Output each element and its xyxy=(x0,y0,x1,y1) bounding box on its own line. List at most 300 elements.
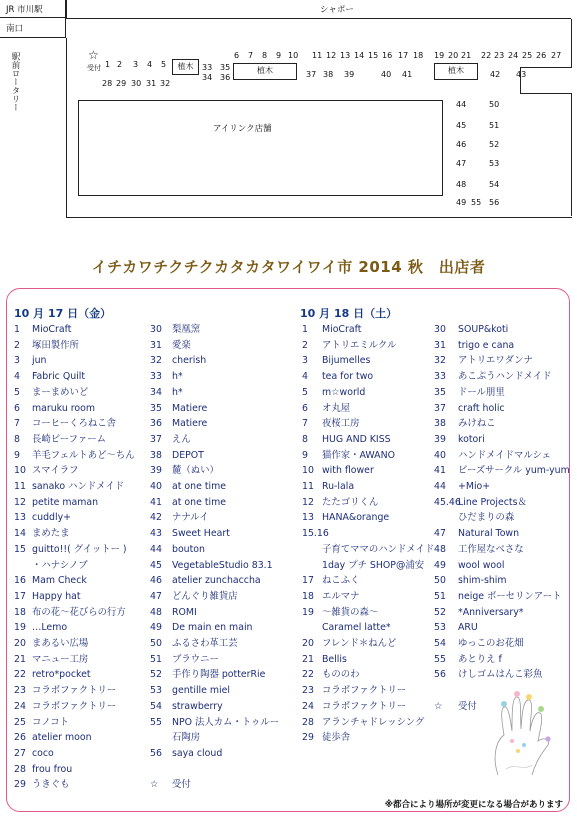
vendor-entry xyxy=(14,560,88,572)
vendor-number: 52 xyxy=(150,669,162,681)
vendor-number: 7 xyxy=(14,418,20,430)
vendor-number: 6 xyxy=(14,402,20,414)
vendor-number: 40 xyxy=(434,449,446,461)
vendor-number: 52 xyxy=(434,606,446,618)
stall-52: 52 xyxy=(489,140,500,149)
vendor-number: 4 xyxy=(14,371,20,383)
vendor-number xyxy=(302,544,322,556)
vendor-number: 11 xyxy=(14,481,26,492)
vendor-entry xyxy=(302,575,360,587)
vendor-entry xyxy=(434,669,542,681)
vendor-entry xyxy=(150,324,200,336)
vendor-name: アトリエミルクル xyxy=(322,339,397,351)
vendor-entry xyxy=(434,544,524,556)
vendor-name: フレンド＊ねんど xyxy=(322,638,397,649)
vendor-entry xyxy=(434,654,502,666)
vendor-entry xyxy=(14,355,47,367)
stall-49: 49 xyxy=(456,198,467,207)
plant-box-3: 植木 xyxy=(434,63,478,80)
vendor-entry xyxy=(302,418,360,430)
vendor-name: うきぐも xyxy=(32,779,70,791)
vendor-entry xyxy=(434,560,504,572)
stall-5: 5 xyxy=(161,60,167,69)
vendor-number: 18 xyxy=(302,590,314,602)
vendor-number: 56 xyxy=(150,747,162,759)
reception-map-label: 受付 xyxy=(87,64,101,72)
vendor-entry xyxy=(14,324,71,336)
vendor-number: 53 xyxy=(150,685,162,697)
vendor-name: with flower xyxy=(322,465,374,477)
stall-35: 35 xyxy=(220,63,231,72)
plant-box-1: 植木 xyxy=(172,59,199,75)
vendor-entry xyxy=(302,387,365,399)
vendor-number: 8 xyxy=(302,433,308,445)
vendor-name: 塚田製作所 xyxy=(32,339,79,351)
vendor-entry xyxy=(150,418,207,430)
vendor-name: sanako ハンドメイド xyxy=(32,481,125,492)
stall-55: 55 xyxy=(471,198,482,207)
vendor-name: VegetableStudio 83.1 xyxy=(172,559,273,571)
vendor-name: atelier moon xyxy=(32,732,92,744)
street-label: シャポー xyxy=(320,5,354,15)
vendor-entry xyxy=(150,450,204,462)
vendor-entry xyxy=(434,450,551,462)
vendor-entry xyxy=(434,512,514,524)
vendor-name: 梨凰窯 xyxy=(172,324,201,335)
vendor-name: 夜桜工房 xyxy=(322,418,360,430)
vendor-name: +Mio+ xyxy=(458,481,491,492)
vendor-name: gentille miel xyxy=(172,685,231,697)
stall-41: 41 xyxy=(402,70,413,79)
vendor-number: 32 xyxy=(434,355,446,367)
stall-45: 45 xyxy=(456,121,467,130)
vendor-entry xyxy=(150,497,226,509)
south-exit-label: 南口 xyxy=(6,24,24,34)
vendor-number: 31 xyxy=(434,339,446,351)
stall-13: 13 xyxy=(340,51,351,60)
station-label: JR 市川駅 xyxy=(6,5,43,15)
vendor-name: Line Projects＆ xyxy=(458,496,527,508)
vendor-number xyxy=(14,560,32,572)
vendor-entry xyxy=(434,403,505,415)
vendor-name: maruku room xyxy=(32,402,95,414)
vendor-entry xyxy=(150,465,219,477)
vendor-number: 8 xyxy=(14,433,20,445)
vendor-name: たたゴリくん xyxy=(322,496,379,508)
vendor-number: 54 xyxy=(434,638,446,649)
vendor-number: 55 xyxy=(150,716,162,728)
vendor-name: 猫作家・AWANO xyxy=(322,449,395,461)
stall-24: 24 xyxy=(508,51,519,60)
vendor-entry xyxy=(302,340,396,352)
vendor-entry xyxy=(302,669,360,681)
vendor-entry xyxy=(302,324,361,336)
vendor-name: Matiere xyxy=(172,402,208,414)
vendor-number: 51 xyxy=(150,653,162,665)
vendor-entry xyxy=(302,622,391,634)
vendor-name: saya cloud xyxy=(172,747,223,759)
vendor-number: 21 xyxy=(14,653,26,665)
vendor-number: ☆ xyxy=(150,779,159,791)
street-shapo xyxy=(66,0,571,19)
vendor-entry xyxy=(150,701,223,713)
vendor-entry xyxy=(14,685,116,697)
day1-heading: 10 月 17 日（金） xyxy=(14,307,112,320)
vendor-name: jun xyxy=(32,355,47,367)
vendor-number: 4 xyxy=(302,371,308,383)
event-title: イチカワチクチクカタカタワイワイ市 2014 秋 出店者 xyxy=(91,258,486,276)
vendor-entry xyxy=(14,717,69,729)
vendor-number: 3 xyxy=(302,355,308,367)
vendor-number: 30 xyxy=(434,324,446,335)
vendor-name: コラボファクトリー xyxy=(32,700,117,712)
vendor-name: m☆world xyxy=(322,386,366,398)
vendor-entry xyxy=(14,701,116,713)
vendor-name: atelier zunchaccha xyxy=(172,575,261,587)
vendor-number: 1 xyxy=(14,324,20,335)
stall-33: 33 xyxy=(202,63,213,72)
vendor-entry xyxy=(14,607,126,619)
vendor-entry xyxy=(14,764,72,776)
vendor-name: Fabric Quilt xyxy=(32,371,86,383)
vendor-number: 1 xyxy=(302,324,308,335)
vendor-entry xyxy=(150,403,207,415)
vendor-name: at one time xyxy=(172,496,227,508)
vendor-entry xyxy=(434,528,519,540)
vendor-entry xyxy=(14,591,81,603)
vendor-name: bouton xyxy=(172,543,205,555)
vendor-name: Mam Check xyxy=(32,575,87,587)
vendor-number: 41 xyxy=(150,496,162,508)
vendor-number: 24 xyxy=(302,700,314,712)
stall-8: 8 xyxy=(262,51,268,60)
stall-32: 32 xyxy=(160,79,171,88)
vendor-entry xyxy=(14,481,124,493)
stall-21: 21 xyxy=(461,51,472,60)
vendor-name: ゆっこのお花畑 xyxy=(458,638,524,649)
stall-37: 37 xyxy=(306,70,317,79)
vendor-number: 17 xyxy=(14,590,26,602)
stall-7: 7 xyxy=(248,51,254,60)
vendor-name: えん xyxy=(172,433,191,445)
vendor-entry xyxy=(302,512,389,524)
stall-30: 30 xyxy=(131,79,142,88)
vendor-number: 10 xyxy=(14,465,26,477)
vendor-entry xyxy=(14,748,54,760)
vendor-name: Caramel latte* xyxy=(322,622,391,634)
vendor-number: 54 xyxy=(150,700,162,712)
vendor-number: 41 xyxy=(434,465,446,477)
vendor-name: 麓（ぬい） xyxy=(172,465,219,477)
vendor-number: 35 xyxy=(150,402,162,414)
stall-42: 42 xyxy=(490,70,501,79)
vendor-name: スマイラフ xyxy=(32,465,79,477)
stall-44: 44 xyxy=(456,100,467,109)
stall-10: 10 xyxy=(288,51,299,60)
vendor-entry xyxy=(150,654,219,666)
vendor-entry xyxy=(150,528,230,540)
stall-18: 18 xyxy=(413,51,424,60)
vendor-name: Natural Town xyxy=(458,528,520,540)
vendor-number: 35 xyxy=(434,386,446,398)
vendor-entry xyxy=(14,669,91,681)
stall-20: 20 xyxy=(448,51,459,60)
vendor-number: 29 xyxy=(302,732,314,744)
vendor-entry xyxy=(150,355,206,367)
vendor-number: 3 xyxy=(14,355,20,367)
vendor-number: 39 xyxy=(150,465,162,477)
hand-illustration xyxy=(484,687,556,779)
vendor-number: 14 xyxy=(14,528,26,540)
vendor-number: 24 xyxy=(14,700,26,712)
plant-box-2: 植木 xyxy=(233,63,297,80)
stall-1: 1 xyxy=(105,60,111,69)
stall-50: 50 xyxy=(489,100,500,109)
vendor-name: neige ボーセリンアート xyxy=(458,590,562,602)
vendor-number: ☆ xyxy=(434,700,443,712)
stall-9: 9 xyxy=(276,51,282,60)
stall-27: 27 xyxy=(551,51,562,60)
vendor-name: ふるさわ革工芸 xyxy=(172,638,238,649)
vendor-name: アトリエワダンナ xyxy=(458,355,533,367)
vendor-entry xyxy=(150,717,279,729)
vendor-entry xyxy=(150,607,197,619)
vendor-entry xyxy=(150,481,226,493)
vendor-entry xyxy=(14,575,87,587)
stall-43: 43 xyxy=(516,70,527,79)
vendor-entry xyxy=(150,434,191,446)
vendor-entry xyxy=(434,418,496,430)
vendor-entry xyxy=(14,779,70,791)
vendor-entry xyxy=(150,748,222,760)
vendor-number: 26 xyxy=(14,732,26,744)
vendor-name: HANA&orange xyxy=(322,512,390,524)
vendor-number: 55 xyxy=(434,653,446,665)
vendor-number: 23 xyxy=(302,685,314,697)
stall-56: 56 xyxy=(489,198,500,207)
vendor-name: 石陶房 xyxy=(172,732,201,744)
vendor-name: あこぷうハンドメイド xyxy=(458,371,552,383)
vendor-name: kotori xyxy=(458,433,485,445)
vendor-number: 44 xyxy=(434,481,446,492)
vendor-number xyxy=(150,732,172,744)
vendor-entry xyxy=(150,340,191,352)
stall-12: 12 xyxy=(326,51,337,60)
stall-39: 39 xyxy=(344,70,355,79)
vendor-name: Matiere xyxy=(172,418,208,430)
vendor-name: Bellis xyxy=(322,653,347,665)
vendor-name: *Anniversary* xyxy=(458,606,524,618)
vendor-name: ハンドメイドマルシェ xyxy=(458,449,552,461)
vendor-entry xyxy=(434,575,507,587)
vendor-number: 49 xyxy=(434,559,446,571)
vendor-name: コラボファクトリー xyxy=(322,700,407,712)
stall-29: 29 xyxy=(116,79,127,88)
stall-40: 40 xyxy=(381,70,392,79)
vendor-number: 28 xyxy=(302,716,314,728)
vendor-entry xyxy=(150,544,205,556)
vendor-entry xyxy=(14,434,106,446)
vendor-entry xyxy=(434,701,477,713)
stall-38: 38 xyxy=(323,70,334,79)
stall-48: 48 xyxy=(456,180,467,189)
vendor-number: 56 xyxy=(434,669,446,681)
vendor-number: 43 xyxy=(150,528,162,540)
vendor-name: 受付 xyxy=(458,700,477,712)
vendor-name: オ丸屋 xyxy=(322,402,351,414)
reception-star-icon: ☆ xyxy=(88,48,99,62)
vendor-name: ～雑貨の森～ xyxy=(322,606,379,618)
vendor-entry xyxy=(14,371,85,383)
stall-34: 34 xyxy=(202,73,213,82)
stall-26: 26 xyxy=(536,51,547,60)
vendor-entry xyxy=(434,355,533,367)
vendor-name: コラボファクトリー xyxy=(322,685,407,697)
vendor-name: アランチャドレッシング xyxy=(322,716,425,728)
vendor-entry xyxy=(302,607,378,619)
vendor-number: 17 xyxy=(302,575,314,587)
vendor-entry xyxy=(150,560,273,572)
vendor-name: 長崎ビーファーム xyxy=(32,433,106,445)
vendor-name: ARU xyxy=(458,622,478,634)
stall-4: 4 xyxy=(147,60,153,69)
vendor-entry xyxy=(302,481,354,493)
vendor-entry xyxy=(14,654,88,666)
venue-map xyxy=(0,0,577,240)
stall-28: 28 xyxy=(102,79,113,88)
vendor-number: 11 xyxy=(302,481,314,492)
vendor-number: 22 xyxy=(14,669,26,681)
vendor-entry xyxy=(150,685,230,697)
vendor-name: ビーズサークル yum-yum xyxy=(458,465,570,477)
vendor-number: 15.16 xyxy=(302,528,329,540)
vendor-name: みけねこ xyxy=(458,418,496,430)
vendor-name: コーヒーくろねこ舎 xyxy=(32,418,117,430)
vendor-entry xyxy=(302,403,350,415)
vendor-name: エルマナ xyxy=(322,590,360,602)
vendor-number: 6 xyxy=(302,402,308,414)
vendor-name: コラボファクトリー xyxy=(32,685,117,697)
vendor-name: petite maman xyxy=(32,496,99,508)
vendor-number: 31 xyxy=(150,339,162,351)
vendor-number: 38 xyxy=(434,418,446,430)
vendor-number: 33 xyxy=(150,371,162,383)
vendor-number: 50 xyxy=(150,638,162,649)
vendor-entry xyxy=(14,638,88,650)
vendor-number: 32 xyxy=(150,355,162,367)
vendor-number: 13 xyxy=(302,512,314,524)
vendor-name: 徒歩舎 xyxy=(322,732,351,744)
vendor-name: shim-shim xyxy=(458,575,507,587)
vendor-name: ひだまりの森 xyxy=(458,512,515,524)
vendor-entry xyxy=(434,622,478,634)
vendor-name: retro*pocket xyxy=(32,669,91,681)
vendor-name: NPO 法人カム・トゥルー xyxy=(172,716,280,728)
vendor-entry xyxy=(150,732,200,744)
vendor-entry xyxy=(150,371,183,383)
vendor-entry xyxy=(14,340,79,352)
vendor-entry xyxy=(302,701,406,713)
vendor-number: 21 xyxy=(302,653,314,665)
vendor-entry xyxy=(302,638,396,650)
stall-11: 11 xyxy=(312,51,323,60)
vendor-number: 13 xyxy=(14,512,26,524)
vendor-entry xyxy=(434,371,551,383)
stall-47: 47 xyxy=(456,159,467,168)
vendor-entry xyxy=(14,465,79,477)
vendor-name: マニュー工房 xyxy=(32,653,89,665)
stall-54: 54 xyxy=(489,180,500,189)
vendor-number: 34 xyxy=(150,386,162,398)
store-block xyxy=(78,100,443,196)
vendor-number: 18 xyxy=(14,606,26,618)
vendor-number: 9 xyxy=(302,449,308,461)
vendor-name: ナナルイ xyxy=(172,512,209,524)
stall-15: 15 xyxy=(368,51,379,60)
vendor-name: Happy hat xyxy=(32,590,81,602)
vendor-entry xyxy=(150,387,183,399)
stall-19: 19 xyxy=(434,51,445,60)
vendor-name: coco xyxy=(32,747,54,759)
stall-36: 36 xyxy=(220,73,231,82)
vendor-name: SOUP&koti xyxy=(458,324,509,335)
vendor-name: コノコト xyxy=(32,716,70,728)
vendor-number: 9 xyxy=(14,449,20,461)
day2-heading: 10 月 18 日（土） xyxy=(300,307,398,320)
vendor-name: guitto!!( グイットー ) xyxy=(32,543,127,555)
vendor-number: 48 xyxy=(150,606,162,618)
vendor-entry xyxy=(302,528,329,540)
vendor-entry xyxy=(14,732,92,744)
vendor-entry xyxy=(302,450,395,462)
vendor-number: 15 xyxy=(14,543,26,555)
vendor-number: 37 xyxy=(434,402,446,414)
stall-14: 14 xyxy=(354,51,365,60)
vendor-name: De main en main xyxy=(172,622,253,634)
vendor-number: 36 xyxy=(150,418,162,430)
vendor-entry xyxy=(302,434,391,446)
vendor-number: 33 xyxy=(434,371,446,383)
vendor-entry xyxy=(150,512,209,524)
vendor-entry xyxy=(302,654,347,666)
vendor-entry xyxy=(150,669,265,681)
vendor-name: Bijumelles xyxy=(322,355,371,367)
vendor-number: 44 xyxy=(150,543,162,555)
vendor-number: 12 xyxy=(14,496,26,508)
vendor-entry xyxy=(302,497,378,509)
vendor-entry xyxy=(302,732,350,744)
vendor-name: cuddly+ xyxy=(32,512,72,524)
vendor-name: 布の花～花びらの行方 xyxy=(32,606,126,618)
vendor-entry xyxy=(434,591,562,603)
stall-31: 31 xyxy=(146,79,157,88)
vendor-number: 49 xyxy=(150,622,162,634)
vendor-number: 20 xyxy=(302,638,314,649)
stall-23: 23 xyxy=(494,51,505,60)
vendor-number: 46 xyxy=(150,575,162,587)
vendor-number: 7 xyxy=(302,418,308,430)
vendor-number: 29 xyxy=(14,779,26,791)
vendor-name: h* xyxy=(172,371,183,383)
vendor-entry xyxy=(150,638,238,650)
vendor-name: wool wool xyxy=(458,559,505,571)
vendor-number: 48 xyxy=(434,543,446,555)
vendor-name: strawberry xyxy=(172,700,223,712)
vendor-entry xyxy=(150,591,238,603)
vendor-number: 22 xyxy=(302,669,314,681)
vendor-number: 37 xyxy=(150,433,162,445)
stall-51: 51 xyxy=(489,121,500,130)
